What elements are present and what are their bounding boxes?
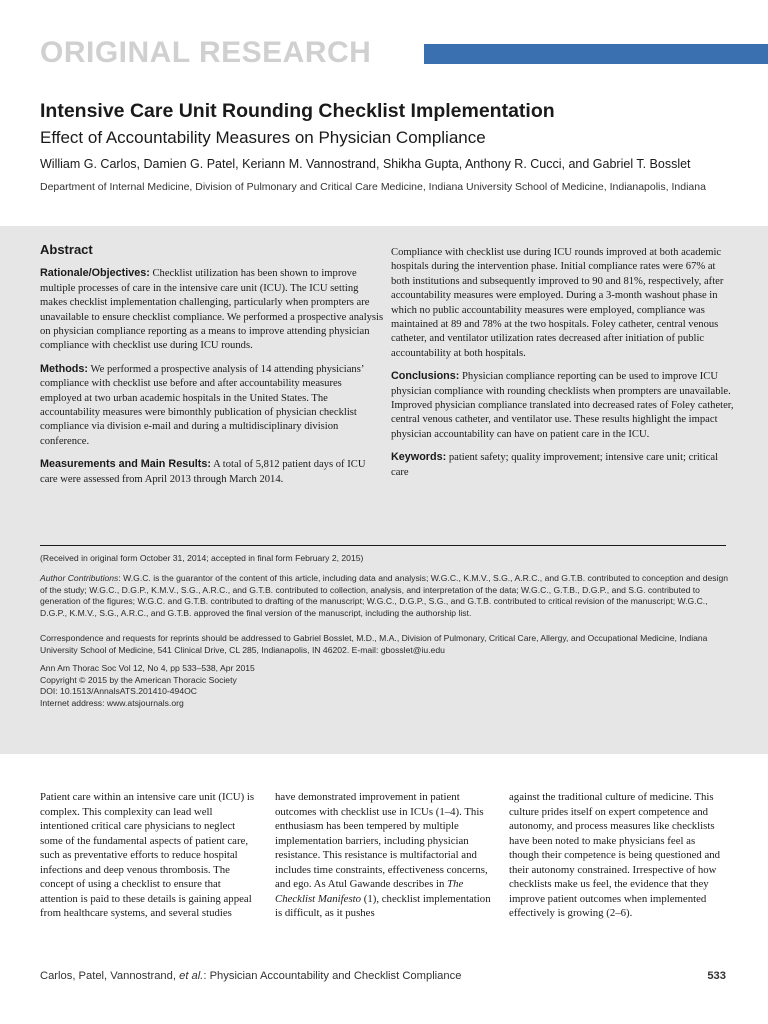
abstract-left-column: [40, 243, 385, 495]
body-column-3: against the traditional culture of medicine. This culture prides itself on expert competence and autonomy, and process measures like checklists have been noted to make physicians feel as though their competence is being questioned and their autonomy constrained. Irrespective of how checklists make us feel, the evidence that they improve patient outcomes when implemented effectively is growing (2–6).: [509, 791, 721, 919]
copyright: Copyright © 2015 by the American Thoracic Society: [40, 674, 237, 685]
abstract-results-continued: Compliance with checklist use during ICU rounds improved at both academic hospitals during the intervention phase. Initial compliance rates were 67% at both institutions and subsequently improved to 90 and 81%, respectively, after accountability measures were employed. During a 3-month washout phase in which no public accountability measures were employed, compliance was maintained at 89 and 78% at the two hospitals. Foley catheter, central venous catheter, and ventilator utilization rates decreased after initiation of public accountability at both hospitals.: [391, 247, 724, 359]
running-footer: [40, 970, 461, 982]
received-dates: (Received in original form October 31, 2014; accepted in final form February 2, 2015): [40, 553, 364, 563]
contributions-text: : W.G.C. is the guarantor of the content of this article, including data and analysis; W.G.C., K.M.V., S.G., A.R.C., and G.T.B. contributed to conception and design of the study; W.G.C., D.G.P., K.M.V., S.G., A.R.C., and G.T.B. contributed to collection, analysis, and interpretation of the data; W.G.C., G.T.B., D.G.P., and S.G. contributed to generation of the figures; W.G.C. and G.T.B. contributed to drafting of the manuscript; W.G.C., D.G.P., S.G., and G.T.B. contributed to critical revision of the manuscript; W.G.C., D.G.P., K.M.V., S.G., A.R.C., and G.T.B. approved the final version of the manuscript, including the authorship list.: [40, 573, 729, 618]
section-label: ORIGINAL RESEARCH: [40, 36, 372, 69]
abstract-right-column: [391, 246, 736, 488]
abstract-results: [40, 457, 385, 487]
contributions-label: Author Contributions: [40, 573, 119, 583]
abstract-keywords: [391, 450, 736, 480]
footer-etal: et al.: [179, 970, 204, 982]
internet-address: Internet address: www.atsjournals.org: [40, 697, 184, 708]
banner-accent-bar: [424, 44, 768, 64]
doi: DOI: 10.1513/AnnalsATS.201410-494OC: [40, 686, 198, 696]
rationale-text: Checklist utilization has been shown to improve multiple processes of care in the intensive care unit (ICU). The ICU setting makes checklist implementation challenging, particularly when prompters are unavailable to ensure checklist compliance. We performed a prospective analysis on physician compliance reporting as a means to improve attending physician compliance with checklist use during ICU rounds.: [40, 268, 384, 352]
abstract-conclusions: [391, 369, 736, 442]
abstract-methods: [40, 362, 385, 449]
author-contributions: [40, 573, 730, 619]
body-column-2: [275, 790, 493, 921]
methods-label: Methods:: [40, 362, 88, 375]
footer-authors: Carlos, Patel, Vannostrand,: [40, 970, 180, 982]
article-subtitle: Effect of Accountability Measures on Physician Compliance: [40, 128, 486, 147]
conclusions-text: Physician compliance reporting can be used to improve ICU physician compliance with rounding checklists when prompters are unavailable. Improved physician compliance translated into decreased rates of Foley catheter, central venous catheter, and ventilator use. These results highlight the impact physician accountability can have on patient care in the ICU.: [391, 371, 734, 440]
conclusions-label: Conclusions:: [391, 370, 460, 383]
page-number: 533: [707, 970, 726, 982]
journal-banner: [40, 36, 768, 70]
author-list: William G. Carlos, Damien G. Patel, Keriann M. Vannostrand, Shikha Gupta, Anthony R. Cucci, and Gabriel T. Bosslet: [40, 157, 691, 171]
results-text: A total of 5,812 patient days of ICU care were assessed from April 2013 through March 2014.: [40, 459, 366, 485]
affiliation: Department of Internal Medicine, Division of Pulmonary and Critical Care Medicine, Indiana University School of Medicine, Indianapolis, Indiana: [40, 181, 706, 193]
abstract-heading: Abstract: [40, 242, 93, 257]
keywords-text: patient safety; quality improvement; intensive care unit; critical care: [391, 452, 719, 478]
keywords-label: Keywords:: [391, 451, 447, 464]
book-title: The Checklist Manifesto: [275, 878, 464, 905]
article-title: Intensive Care Unit Rounding Checklist Implementation: [40, 100, 555, 122]
body-column-1: Patient care within an intensive care unit (ICU) is complex. This complexity can lead well intentioned critical care physicians to neglect some of the fundamental aspects of patient care, such as preventative efforts to reduce hospital infections and deep venous thrombosis. The concept of using a checklist to ensure that attention is paid to these details is gaining appeal from healthcare systems, and several studies: [40, 791, 255, 919]
footer-title: : Physician Accountability and Checklist Compliance: [203, 970, 462, 982]
body-column-2-text-a: have demonstrated improvement in patient outcomes with checklist use in ICUs (1–4). This enthusiasm has been tempered by multiple implementation barriers, including physician resistance. This resistance is multifactorial and includes time constraints, effectiveness concerns, and ego. As Atul Gawande describes in: [275, 791, 488, 890]
divider-rule: [40, 545, 726, 546]
rationale-label: Rationale/Objectives:: [40, 267, 150, 280]
correspondence: Correspondence and requests for reprints should be addressed to Gabriel Bosslet, M.D., M.A., Division of Pulmonary, Critical Care, Allergy, and Occupational Medicine, Indiana University School of Medicine, 541 Clinical Drive, CL 285, Indianapolis, IN 46202. E-mail: gbosslet@iu.edu: [40, 633, 708, 655]
citation: Ann Am Thorac Soc Vol 12, No 4, pp 533–538, Apr 2015: [40, 663, 255, 673]
methods-text: We performed a prospective analysis of 14 attending physicians’ compliance with checklist use before and after accountability measures employed at two urban academic hospitals in the United States. The accountability measures were bimonthly publication of physician checklist compliance via division e-mail and during a multidisciplinary division conference.: [40, 363, 364, 447]
abstract-rationale: [40, 266, 385, 353]
body-column-2-text-b: (1), checklist implementation is difficult, as it pushes: [275, 892, 491, 919]
citation-block: [40, 663, 730, 709]
results-label: Measurements and Main Results:: [40, 458, 211, 471]
